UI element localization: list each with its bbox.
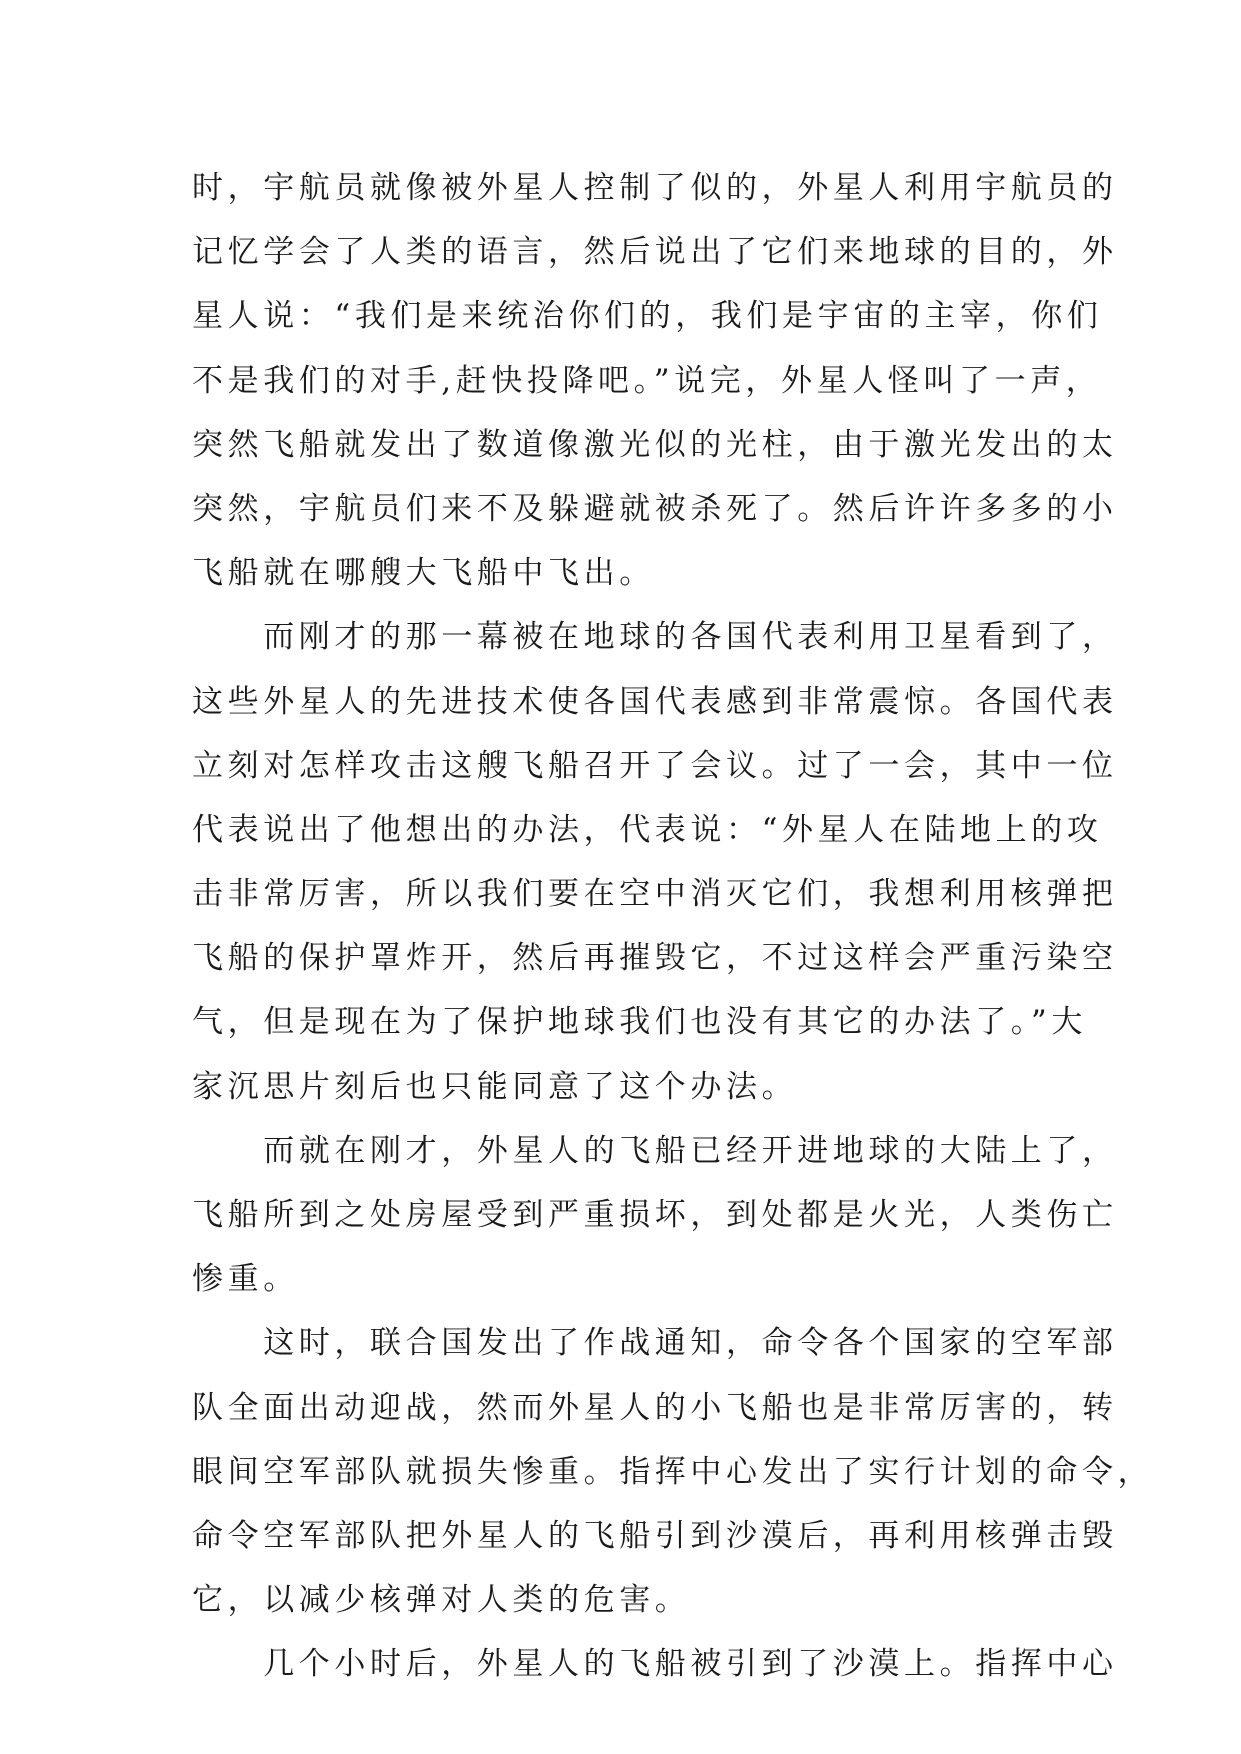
text-line: 击非常厉害，所以我们要在空中消灭它们，我想利用核弹把 xyxy=(192,876,1118,913)
text-line: 而就在刚才，外星人的飞船已经开进地球的大陆上了， xyxy=(192,1132,1118,1169)
text-line: 队全面出动迎战，然而外星人的小飞船也是非常厉害的，转 xyxy=(192,1389,1118,1426)
text-line: 眼间空军部队就损失惨重。指挥中心发出了实行计划的命令， xyxy=(192,1453,1154,1490)
text-line: 几个小时后，外星人的飞船被引到了沙漠上。指挥中心 xyxy=(192,1646,1118,1683)
text-line: 这些外星人的先进技术使各国代表感到非常震惊。各国代表 xyxy=(192,683,1118,720)
text-line: 这时，联合国发出了作战通知，命令各个国家的空军部 xyxy=(192,1325,1118,1362)
text-line: 而刚才的那一幕被在地球的各国代表利用卫星看到了， xyxy=(192,619,1118,656)
paragraph xyxy=(192,1311,1154,1632)
paragraph xyxy=(192,156,1118,605)
text-line: 立刻对怎样攻击这艘飞船召开了会议。过了一会，其中一位 xyxy=(192,747,1118,784)
text-line: 家沉思片刻后也只能同意了这个办法。 xyxy=(192,1068,798,1105)
text-line: 突然飞船就发出了数道像激光似的光柱，由于激光发出的太 xyxy=(192,426,1118,463)
text-line: 星人说：“我们是来统治你们的，我们是宇宙的主宰，你们 xyxy=(192,298,1103,335)
text-line: 飞船就在哪艘大飞船中飞出。 xyxy=(192,555,655,592)
text-line: 突然，宇航员们来不及躲避就被杀死了。然后许许多多的小 xyxy=(192,490,1118,527)
text-line: 记忆学会了人类的语言，然后说出了它们来地球的目的，外 xyxy=(192,234,1118,271)
text-line: 命令空军部队把外星人的飞船引到沙漠后，再利用核弹击毁 xyxy=(192,1517,1118,1554)
document-body xyxy=(192,156,1154,1697)
text-line: 惨重。 xyxy=(192,1261,299,1298)
text-line: 时，宇航员就像被外星人控制了似的，外星人利用宇航员的 xyxy=(192,170,1118,206)
text-line: 飞船所到之处房屋受到严重损坏，到处都是火光，人类伤亡 xyxy=(192,1197,1118,1233)
text-line: 气，但是现在为了保护地球我们也没有其它的办法了。”大 xyxy=(192,1004,1087,1041)
paragraph xyxy=(192,1119,1118,1312)
paragraph xyxy=(192,605,1118,1119)
text-line: 代表说出了他想出的办法，代表说：“外星人在陆地上的攻 xyxy=(192,811,1103,848)
text-line: 不是我们的对手,赶快投降吧。”说完，外星人怪叫了一声， xyxy=(192,362,1102,399)
paragraph xyxy=(192,1632,1118,1696)
text-line: 飞船的保护罩炸开，然后再摧毁它，不过这样会严重污染空 xyxy=(192,940,1118,977)
text-line: 它，以减少核弹对人类的危害。 xyxy=(192,1582,691,1619)
